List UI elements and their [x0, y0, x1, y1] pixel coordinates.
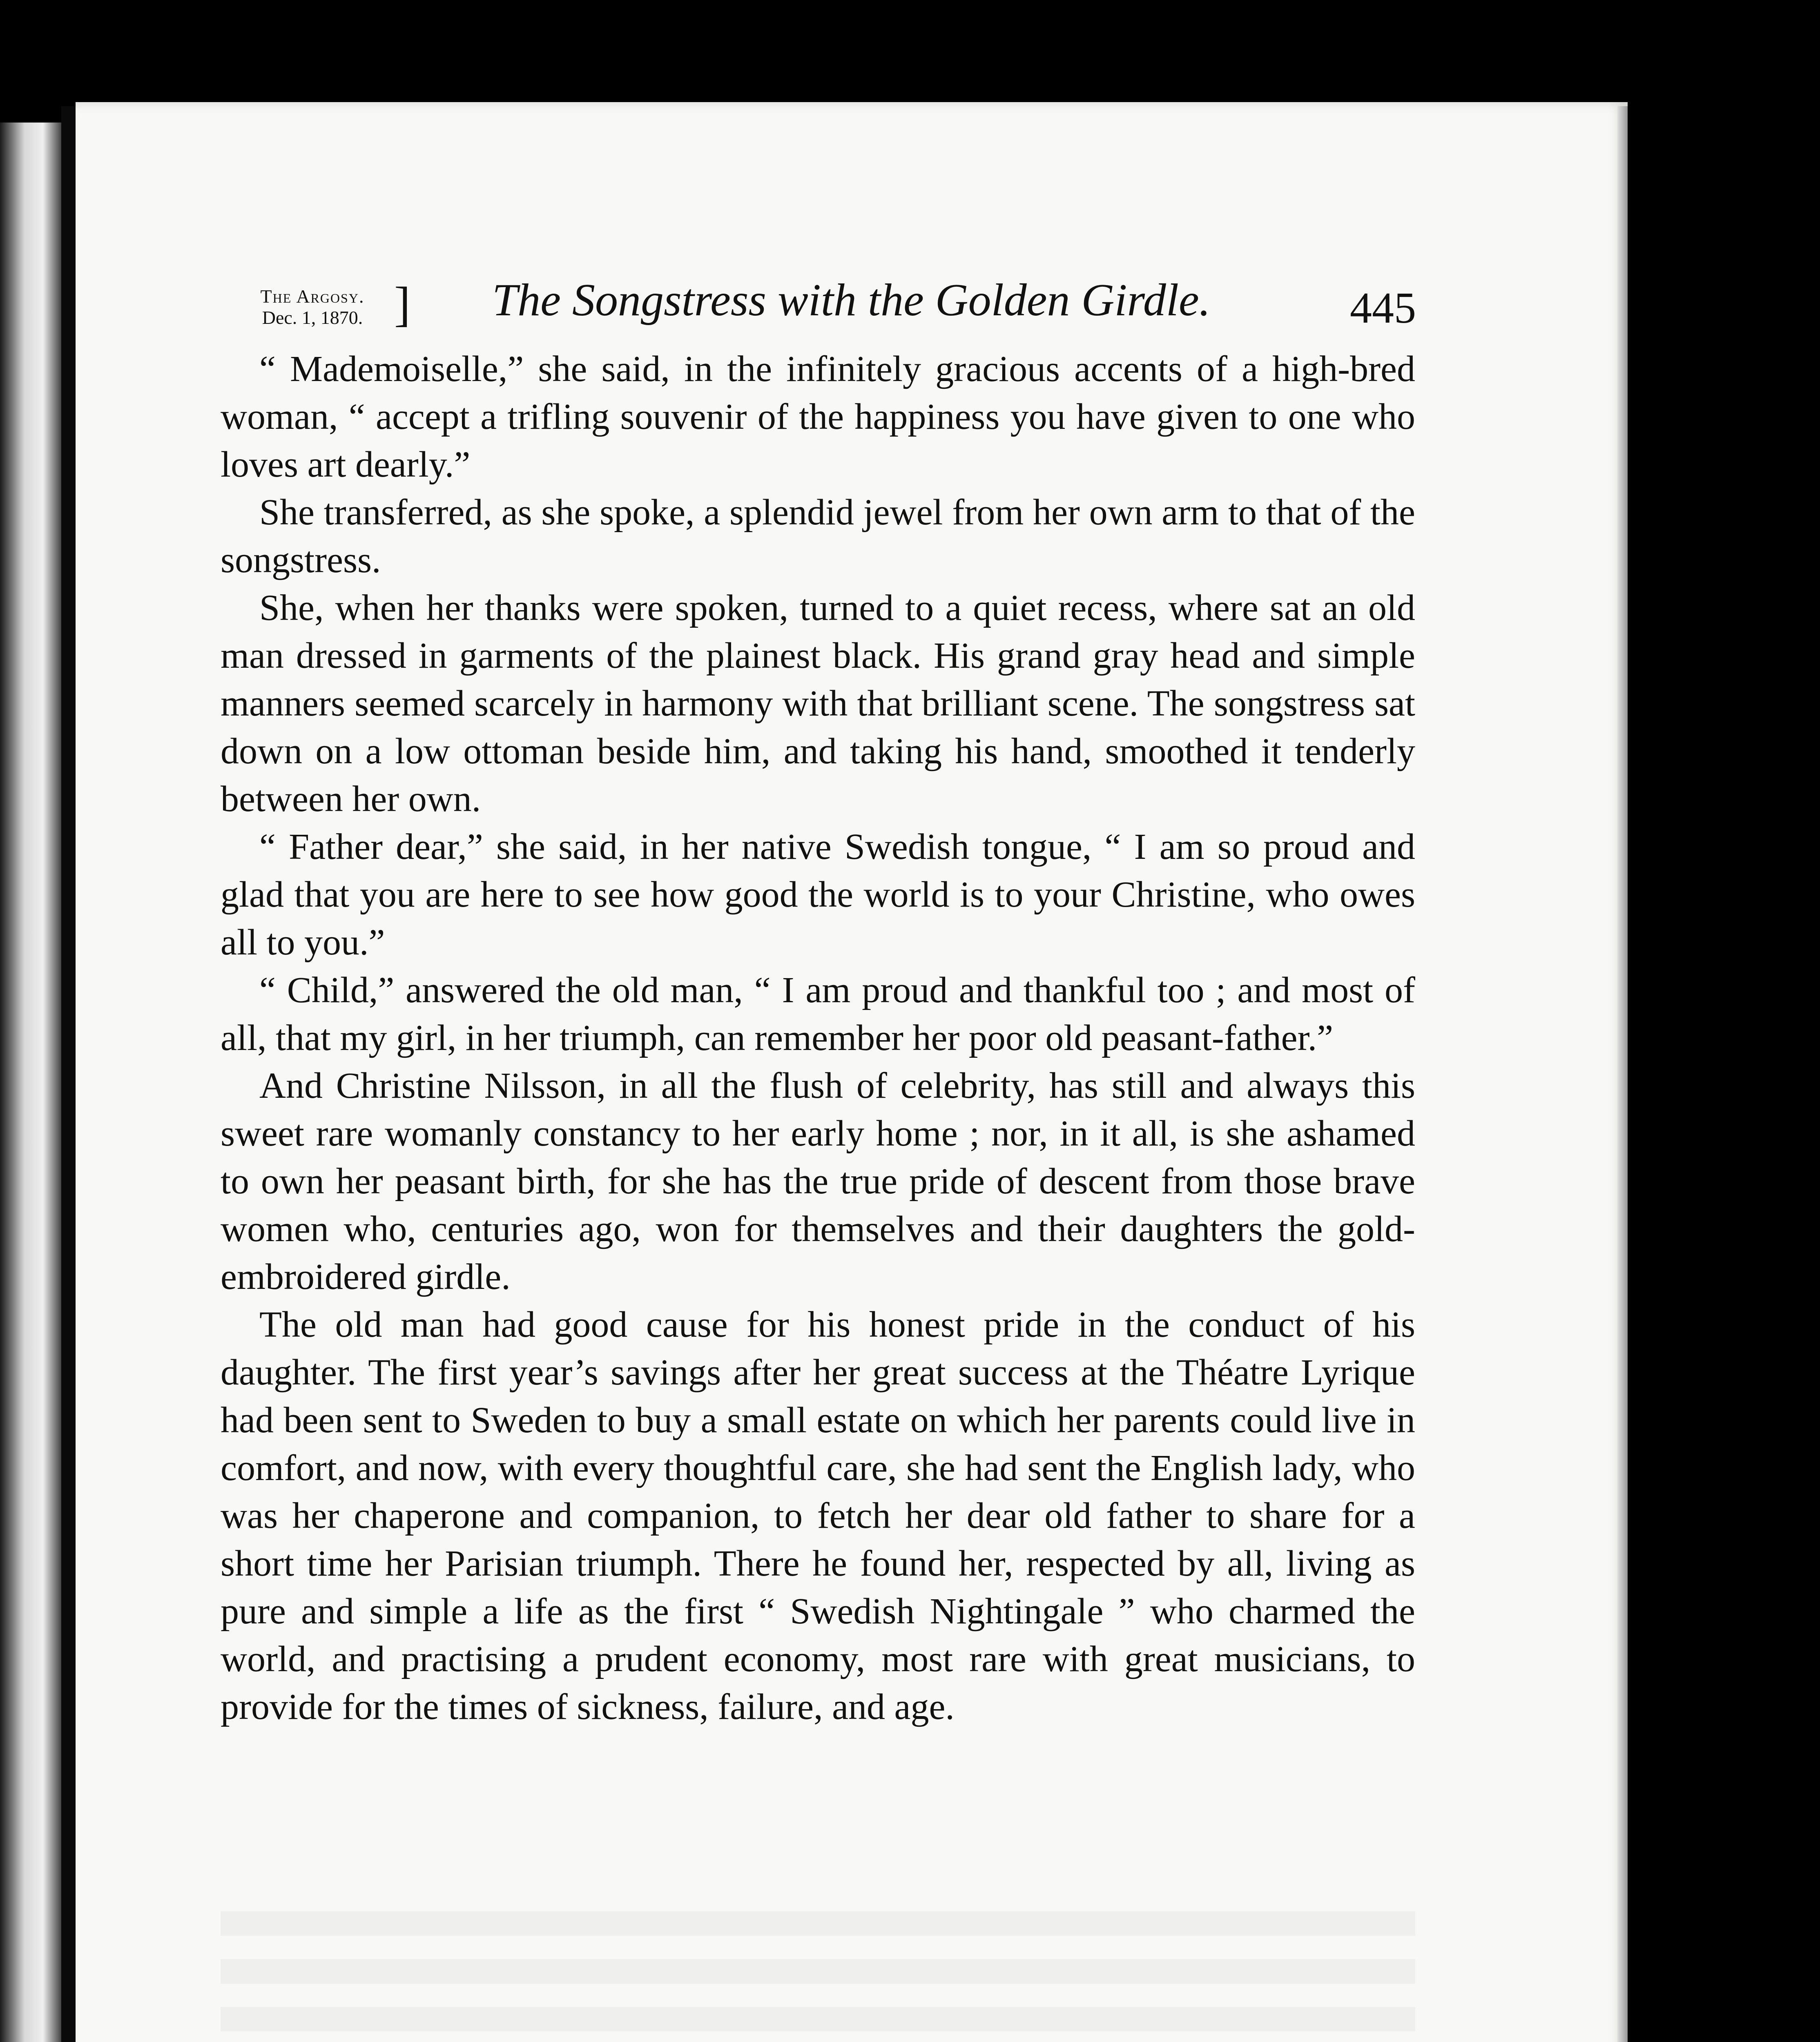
running-source: [231, 286, 394, 328]
book-spine-edge: [0, 123, 61, 2042]
book-gutter: [61, 106, 78, 2042]
paragraph: “ Father dear,” she said, in her native Swedish tongue, “ I am so proud and glad that you are here to see how good the world is to your Christine, who owes all to you.”: [221, 827, 1415, 963]
page-number: 445: [1350, 284, 1416, 332]
source-bracket: ]: [394, 277, 410, 331]
paragraph: She, when her thanks were spoken, turned to a quiet recess, where sat an old man dressed in garments of the plainest black. His grand gray head and simple manners seemed scarcely in harmony with that brilliant scene. The songstress sat down on a low ottoman beside him, and taking his hand, smoothed it tenderly between her own.: [221, 588, 1415, 819]
body-text: [221, 345, 1415, 1731]
paragraph: She transferred, as she spoke, a splendid jewel from her own arm to that of the songstress.: [221, 492, 1415, 580]
paragraph: “ Child,” answered the old man, “ I am proud and thankful too ; and most of all, that my girl, in her triumph, can remember her poor old peasant-father.”: [221, 970, 1415, 1058]
source-title: The Argosy.: [260, 286, 365, 307]
bleed-through-texture: [221, 1911, 1415, 2042]
paragraph: “ Mademoiselle,” she said, in the infinitely gracious accents of a high-bred woman, “ accept a trifling souvenir of the happiness you have given to one who loves art dearly.”: [221, 349, 1415, 485]
running-title: The Songstress with the Golden Girdle.: [492, 275, 1211, 325]
paragraph: And Christine Nilsson, in all the flush of celebrity, has still and always this sweet rare womanly constancy to her early home ; nor, in it all, is she ashamed to own her peasant birth, for she has the true pride of descent from those brave women who, centuries ago, won for themselves and their daughters the gold-embroidered girdle.: [221, 1066, 1415, 1297]
source-date: Dec. 1, 1870.: [262, 307, 363, 328]
page-edge: [1617, 106, 1628, 2042]
paragraph: The old man had good cause for his honest pride in the conduct of his daughter. The first year’s savings after her great success at the Théatre Lyrique had been sent to Sweden to buy a small estate on which her parents could live in comfort, and now, with every thoughtful care, she had sent the English lady, who was her chaperone and companion, to fetch her dear old father to share for a short time her Parisian triumph. There he found her, respected by all, living as pure and simple a life as the first “ Swedish Nightingale ” who charmed the world, and practising a prudent economy, most rare with great musicians, to provide for the times of sickness, failure, and age.: [221, 1304, 1415, 1727]
running-header: [231, 188, 1416, 332]
